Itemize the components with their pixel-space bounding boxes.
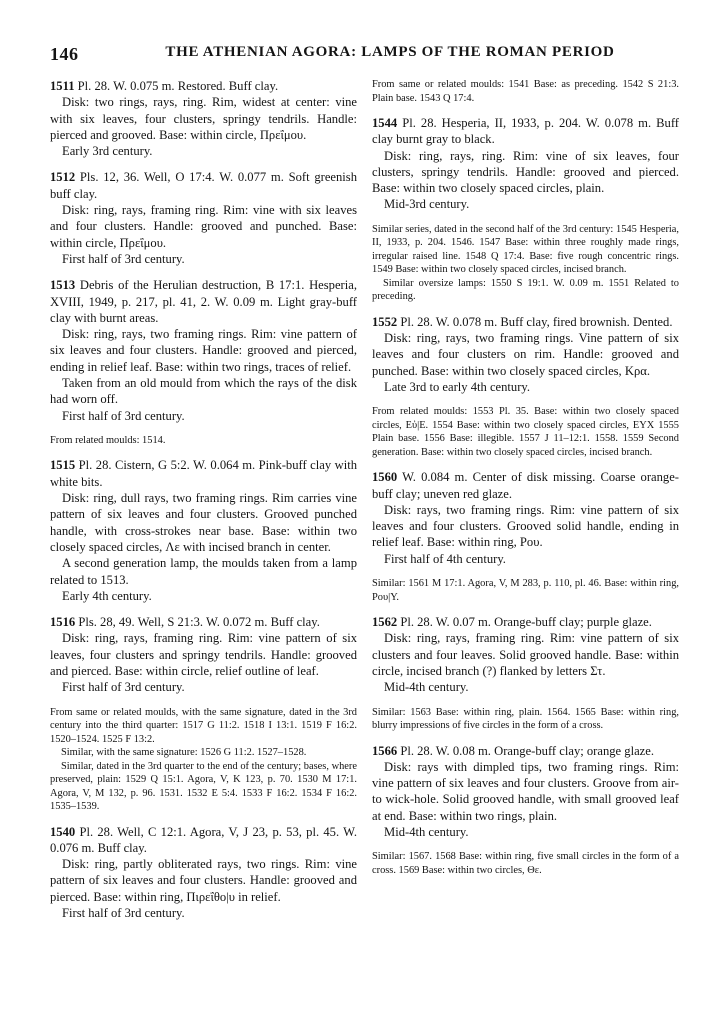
catalog-number: 1515 xyxy=(50,458,76,473)
entry-paragraph: First half of 3rd century. xyxy=(62,906,185,921)
entry-paragraph: Mid-3rd century. xyxy=(384,197,470,212)
entry-heading-paragraph: Similar series, dated in the second half of the 3rd century: 1545 Hesperia, II, 1933, p. 204. 1546. 1547 Base: within three roughly made rings, irregular raised line. 1548 Q 17:4. Base: five rough concentric rings. 1549 Base: within two closely spaced circles, incised branch. xyxy=(372,223,679,276)
running-title: THE ATHENIAN AGORA: LAMPS OF THE ROMAN PERIOD xyxy=(165,44,615,60)
catalog-entry xyxy=(50,824,357,922)
catalog-entry xyxy=(50,277,357,424)
catalog-entry xyxy=(372,469,679,567)
entry-heading-paragraph: 1513 Debris of the Herulian destruction, B 17:1. Hesperia, XVIII, 1949, p. 217, pl. 41, 2. W. 0.09 m. Light gray-buff clay with burnt areas. xyxy=(50,278,357,325)
catalog-entry xyxy=(50,78,357,159)
entry-paragraph: Disk: two rings, rays, ring. Rim, widest at center: vine with six leaves, four clusters, springy tendrils. Handle: pierced and grooved. Base: within circle, Πρεΐμου. xyxy=(50,95,357,142)
catalog-entry xyxy=(50,614,357,695)
entry-heading-paragraph: 1552 Pl. 28. W. 0.078 m. Buff clay, fired brownish. Dented. xyxy=(372,314,673,329)
entry-paragraph: Disk: ring, rays, framing ring. Rim: vine with six leaves and four clusters. Handle: grooved and punched. Base: within circle, Πρεΐμου. xyxy=(50,203,357,250)
entry-paragraph: Disk: ring, dull rays, two framing rings. Rim carries vine pattern of six leaves and four clusters. Grooved punched handle, with cross-strokes near base. Base: within two closely spaced circles, Λε with incised branch in center. xyxy=(50,491,357,554)
entry-heading-paragraph: 1560 W. 0.084 m. Center of disk missing. Coarse orange-buff clay; uneven red glaze. xyxy=(372,470,679,501)
entry-heading-paragraph: 1544 Pl. 28. Hesperia, II, 1933, p. 204. W. 0.078 m. Buff clay burnt gray to black. xyxy=(372,116,679,147)
entry-paragraph: Disk: ring, rays, framing ring. Rim: vine pattern of six leaves, four clusters and springy tendrils. Handle: grooved and pierced. Base: within circle, relief outline of leaf. xyxy=(50,631,357,678)
entry-paragraph: First half of 3rd century. xyxy=(62,251,185,266)
entry-paragraph: Early 4th century. xyxy=(62,588,152,603)
catalog-number: 1511 xyxy=(50,79,75,93)
entry-paragraph: Mid-4th century. xyxy=(384,825,469,840)
entry-paragraph: Similar, dated in the 3rd quarter to the end of the century; bases, where preserved, plain: 1529 Q 15:1. Agora, V, K 123, p. 70. 1530 M 17:1. Agora, V, M 132, p. 96. 1531. 1532 E 5:4. 1533 F 16:2. 1534 F 16:2. 1535–1539. xyxy=(50,760,357,813)
related-note xyxy=(50,706,357,814)
catalog-entry xyxy=(50,169,357,267)
page-number: 146 xyxy=(50,44,79,64)
entry-paragraph: First half of 4th century. xyxy=(384,551,506,566)
entry-paragraph: Late 3rd to early 4th century. xyxy=(384,379,531,394)
catalog-number: 1540 xyxy=(50,824,76,839)
related-note xyxy=(372,223,679,304)
left-column xyxy=(50,78,357,931)
entry-heading-paragraph: From related moulds: 1514. xyxy=(50,434,166,446)
entry-heading-paragraph: From related moulds: 1553 Pl. 35. Base: within two closely spaced circles, Εὐ|Ε. 1554 Base: within two closely spaced circles, ΕΥΧ 1555 Plain base. 1556 Base: illegible. 1557 J 11–12:1. 1558. 1559 Second generation. Base: within two closely spaced circles, incised branch. xyxy=(372,406,679,458)
related-note xyxy=(372,850,679,877)
entry-paragraph: Mid-4th century. xyxy=(384,680,469,695)
catalog-entry xyxy=(372,314,679,395)
entry-heading-paragraph: From same or related moulds, with the same signature, dated in the 3rd century into the third quarter: 1517 G 11:2. 1518 I 13:1. 1519 F 16:2. 1520–1524. 1525 F 13:2. xyxy=(50,706,357,745)
entry-paragraph: Similar, with the same signature: 1526 G 11:2. 1527–1528. xyxy=(61,747,307,759)
catalog-number: 1566 xyxy=(372,743,398,758)
entry-paragraph: Disk: ring, rays, framing ring. Rim: vine pattern of six clusters and four leaves. Solid grooved handle. Base: within circle, incised branch (?) flanked by letters Στ. xyxy=(372,631,679,678)
catalog-entry xyxy=(372,115,679,213)
catalog-entry xyxy=(372,743,679,841)
catalog-number: 1560 xyxy=(372,470,398,485)
entry-heading-paragraph: 1540 Pl. 28. Well, C 12:1. Agora, V, J 23, p. 53, pl. 45. W. 0.076 m. Buff clay. xyxy=(50,824,357,855)
entry-heading-paragraph: 1512 Pls. 12, 36. Well, O 17:4. W. 0.077 m. Soft greenish buff clay. xyxy=(50,170,357,201)
entry-paragraph: Disk: ring, rays, two framing rings. Rim: vine pattern of six leaves and four clusters. Handle: grooved and pierced, ending in relief leaf. Base: within two rings, traces of relief. xyxy=(50,327,357,374)
entry-paragraph: Disk: ring, rays, two framing rings. Vine pattern of six leaves and four clusters on rim. Handle: grooved and punched. Base: within two closely spaced circles, Κρα. xyxy=(372,331,679,378)
entry-paragraph: First half of 3rd century. xyxy=(62,408,185,423)
catalog-number: 1516 xyxy=(50,615,76,630)
entry-heading-paragraph: From same or related moulds: 1541 Base: as preceding. 1542 S 21:3. Plain base. 1543 Q 17:4. xyxy=(372,79,679,104)
entry-heading-paragraph: 1516 Pls. 28, 49. Well, S 21:3. W. 0.072 m. Buff clay. xyxy=(50,615,320,630)
catalog-entry xyxy=(372,614,679,695)
entry-paragraph: Disk: ring, rays, ring. Rim: vine of six leaves, four clusters, springy tendrils. Handle: grooved and pierced. Base: within two closely spaced circles, plain. xyxy=(372,148,679,196)
entry-heading-paragraph: Similar: 1561 M 17:1. Agora, V, M 283, p. 110, pl. 46. Base: within ring, Ρου|Υ. xyxy=(372,578,679,603)
entry-heading-paragraph: Similar: 1567. 1568 Base: within ring, five small circles in the form of a cross. 1569 Base: within two circles, Θε. xyxy=(372,851,679,876)
entry-paragraph: Disk: rays with dimpled tips, two framing rings. Rim: vine pattern of six leaves and four clusters. Groove from air- to wick-hole. Solid grooved handle, with small grooved leaf at end. Base: within two rings, plain. xyxy=(372,759,679,823)
related-note xyxy=(372,78,679,105)
catalog-number: 1552 xyxy=(372,314,398,329)
entry-paragraph: Early 3rd century. xyxy=(62,144,153,159)
entry-paragraph: Taken from an old mould from which the rays of the disk had worn off. xyxy=(50,376,357,407)
related-note xyxy=(372,706,679,733)
catalog-number: 1512 xyxy=(50,170,76,185)
entry-heading-paragraph: 1566 Pl. 28. W. 0.08 m. Orange-buff clay; orange glaze. xyxy=(372,743,655,758)
entry-paragraph: Similar oversize lamps: 1550 S 19:1. W. 0.09 m. 1551 Related to preceding. xyxy=(372,277,679,303)
entry-paragraph: Disk: rays, two framing rings. Rim: vine pattern of six leaves and four clusters. Grooved solid handle, ending in relief leaf. Base: within ring, Ρου. xyxy=(372,502,679,550)
entry-paragraph: A second generation lamp, the moulds taken from a lamp related to 1513. xyxy=(50,556,357,587)
related-note xyxy=(372,577,679,604)
related-note xyxy=(50,434,357,448)
entry-heading-paragraph: 1562 Pl. 28. W. 0.07 m. Orange-buff clay; purple glaze. xyxy=(372,615,652,630)
catalog-entry xyxy=(50,457,357,604)
entry-paragraph: Disk: ring, partly obliterated rays, two rings. Rim: vine pattern of six leaves and four clusters. Handle: grooved and pierced. Base: within ring, Πιρεΐθο|υ in relief. xyxy=(50,857,357,904)
related-note xyxy=(372,405,679,459)
page-header xyxy=(50,44,700,66)
catalog-number: 1513 xyxy=(50,278,76,293)
entry-heading-paragraph: Similar: 1563 Base: within ring, plain. 1564. 1565 Base: within ring, blurry impressions of five circles in the form of a cross. xyxy=(372,706,679,732)
entry-heading-paragraph: 1511 Pl. 28. W. 0.075 m. Restored. Buff clay. xyxy=(50,79,279,93)
entry-paragraph: First half of 3rd century. xyxy=(62,680,185,695)
catalog-number: 1562 xyxy=(372,615,398,630)
right-column xyxy=(372,78,679,887)
entry-heading-paragraph: 1515 Pl. 28. Cistern, G 5:2. W. 0.064 m. Pink-buff clay with white bits. xyxy=(50,458,357,489)
catalog-number: 1544 xyxy=(372,116,398,130)
